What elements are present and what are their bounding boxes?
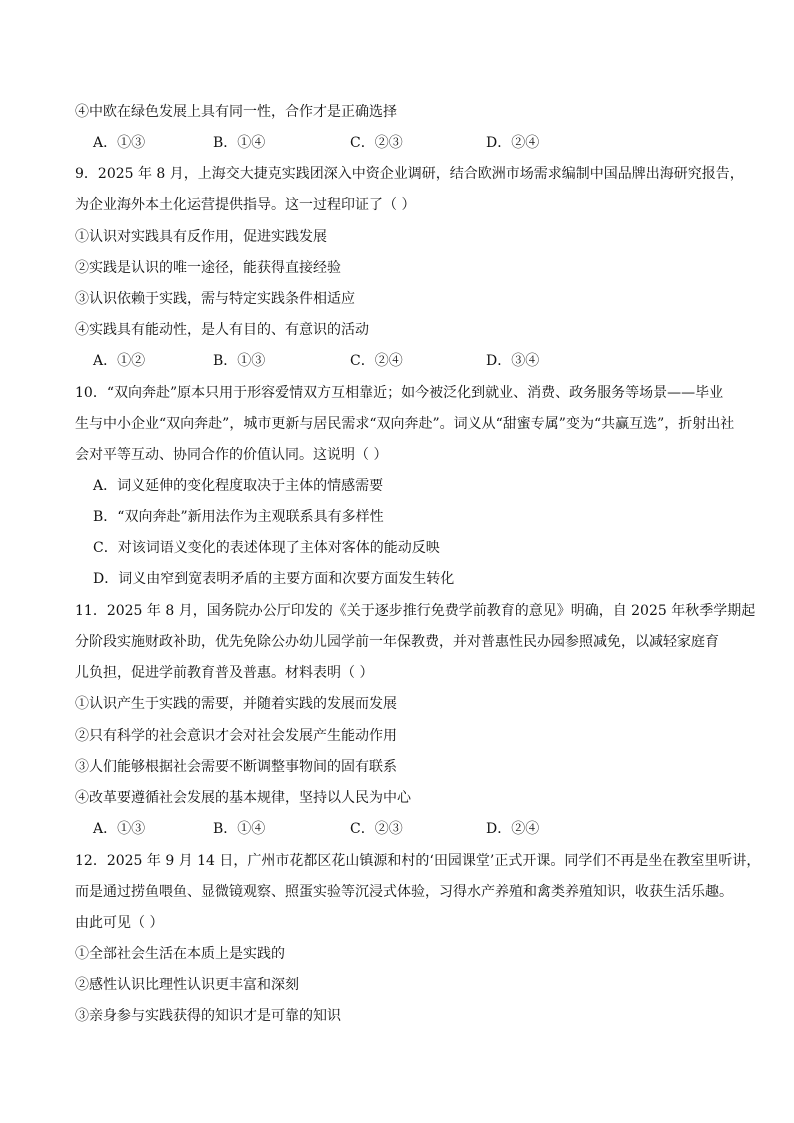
q11-item-3: ③人们能够根据社会需要不断调整事物间的固有联系 bbox=[75, 759, 397, 775]
q11-stem-line-3: 儿负担，促进学前教育普及普惠。材料表明（ ） bbox=[75, 665, 374, 681]
q9-stem-line-2: 为企业海外本土化运营提供指导。这一过程印证了（ ） bbox=[75, 197, 416, 213]
q11-item-1: ①认识产生于实践的需要，并随着实践的发展而发展 bbox=[75, 696, 397, 712]
q8-option-a: A．①③ bbox=[93, 135, 146, 151]
q11-option-b: B．①④ bbox=[213, 821, 266, 837]
q9-item-3: ③认识依赖于实践，需与特定实践条件相适应 bbox=[75, 291, 355, 307]
q8-option-b: B．①④ bbox=[213, 135, 266, 151]
q9-item-4: ④实践具有能动性，是人有目的、有意识的活动 bbox=[75, 322, 369, 338]
q11-stem-line-1: 11．2025 年 8 月，国务院办公厅印发的《关于逐步推行免费学前教育的意见》明确，自 2025 年秋季学期起 bbox=[75, 603, 756, 619]
q12-stem-line-2: 而是通过捞鱼喂鱼、显微镜观察、照蛋实验等沉浸式体验，习得水产养殖和禽类养殖知识，收获生活乐趣。 bbox=[75, 884, 733, 900]
q12-stem-line-1: 12．2025 年 9 月 14 日，广州市花都区花山镇源和村的‘田园课堂’正式开课。同学们不再是坐在教室里听讲， bbox=[75, 853, 761, 869]
q8-options bbox=[93, 134, 653, 152]
q10-choice-b: B．“双向奔赴”新用法作为主观联系具有多样性 bbox=[93, 509, 384, 525]
q11-option-d: D．②④ bbox=[486, 821, 540, 837]
q11-option-c: C．②③ bbox=[350, 821, 403, 837]
q12-stem-line-3: 由此可见（ ） bbox=[75, 915, 164, 931]
q9-stem-line-1: 9．2025 年 8 月，上海交大捷克实践团深入中资企业调研，结合欧洲市场需求编制中国品牌出海研究报告， bbox=[75, 166, 744, 182]
q8-option-d: D．②④ bbox=[486, 135, 540, 151]
q9-options bbox=[93, 352, 653, 370]
q10-choice-c: C．对该词语义变化的表述体现了主体对客体的能动反映 bbox=[93, 540, 440, 556]
q8-item-4: ④中欧在绿色发展上具有同一性，合作才是正确选择 bbox=[75, 104, 397, 120]
q11-stem-line-2: 分阶段实施财政补助，优先免除公办幼儿园学前一年保教费，并对普惠性民办园参照减免，以减轻家庭育 bbox=[75, 634, 719, 650]
q12-item-1: ①全部社会生活在本质上是实践的 bbox=[75, 946, 285, 962]
q8-option-c: C．②③ bbox=[350, 135, 403, 151]
q10-stem-line-2: 生与中小企业“双向奔赴”，城市更新与居民需求“双向奔赴”。词义从“甜蜜专属”变为“共赢互选”，折射出社 bbox=[75, 416, 735, 432]
q11-item-2: ②只有科学的社会意识才会对社会发展产生能动作用 bbox=[75, 728, 397, 744]
q10-stem-line-3: 会对平等互动、协同合作的价值认同。这说明（ ） bbox=[75, 447, 388, 463]
q11-options bbox=[93, 820, 653, 838]
q9-item-2: ②实践是认识的唯一途径，能获得直接经验 bbox=[75, 260, 341, 276]
q9-option-c: C．②④ bbox=[350, 353, 403, 369]
q9-option-d: D．③④ bbox=[486, 353, 540, 369]
q11-item-4: ④改革要遵循社会发展的基本规律，坚持以人民为中心 bbox=[75, 790, 411, 806]
q10-stem-line-1: 10．“双向奔赴”原本只用于形容爱情双方互相靠近；如今被泛化到就业、消费、政务服务等场景——毕业 bbox=[75, 385, 724, 401]
q12-item-3: ③亲身参与实践获得的知识才是可靠的知识 bbox=[75, 1008, 341, 1024]
q9-option-b: B．①③ bbox=[213, 353, 266, 369]
q9-item-1: ①认识对实践具有反作用，促进实践发展 bbox=[75, 229, 327, 245]
q10-choice-d: D．词义由窄到宽表明矛盾的主要方面和次要方面发生转化 bbox=[93, 571, 455, 587]
q9-option-a: A．①② bbox=[93, 353, 146, 369]
q10-choice-a: A．词义延伸的变化程度取决于主体的情感需要 bbox=[93, 478, 384, 494]
q12-item-2: ②感性认识比理性认识更丰富和深刻 bbox=[75, 977, 299, 993]
q11-option-a: A．①③ bbox=[93, 821, 146, 837]
